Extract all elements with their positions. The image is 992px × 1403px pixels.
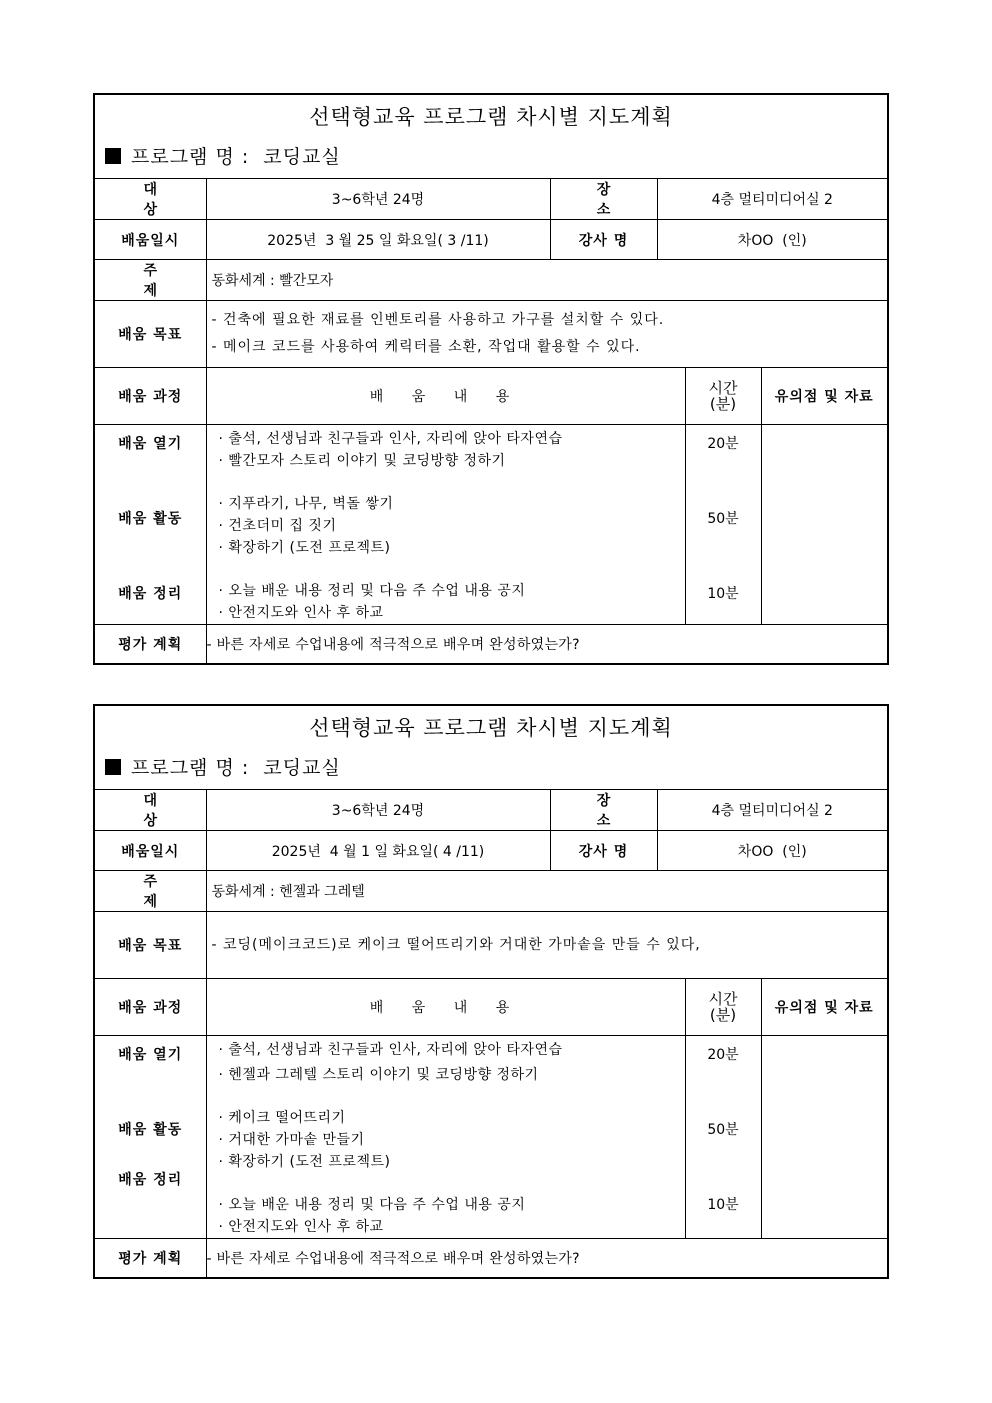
eval-label: 평가 계획 [95,625,206,663]
process-content [206,1036,685,1239]
plan-table [95,179,887,663]
teacher-value: 차OO (인) [657,831,887,871]
goal-item: - 코딩(메이크코드)로 케이크 떨어뜨리기와 거대한 가마솥을 만들 수 있다, [211,936,701,953]
date-row [95,831,887,871]
content-item: · 헨젤과 그레텔 스토리 이야기 및 코딩방향 정하기 [218,1067,539,1083]
program-name: 코딩교실 [263,757,341,779]
content-item: · 건초더미 집 짓기 [218,518,337,534]
target-label: 대 상 [95,790,206,831]
content-item: · 빨간모자 스토리 이야기 및 코딩방향 정하기 [218,453,506,469]
teacher-value: 차OO (인) [657,220,887,260]
target-row [95,179,887,220]
program-name: 코딩교실 [263,146,341,168]
process-content [206,425,685,625]
notes-cell [761,425,887,625]
process-step-labels [95,1036,206,1239]
date-row [95,220,887,260]
goal-label: 배움 목표 [95,912,206,979]
content-item: · 안전지도와 인사 후 하교 [218,605,384,621]
goal-item: - 메이크 코드를 사용하여 케릭터를 소환, 작업대 활용할 수 있다. [211,339,641,355]
content-item: · 거대한 가마솥 만들기 [218,1132,365,1148]
process-times [685,1036,761,1239]
square-bullet-icon [105,759,121,775]
lesson-plan-1 [93,93,889,665]
program-label: 프로그램 명 : [131,757,250,779]
goal-item: - 건축에 필요한 재료를 인벤토리를 사용하고 가구를 설치할 수 있다. [211,312,665,328]
target-value: 3~6학년 24명 [206,179,550,220]
eval-value: - 바른 자세로 수업내용에 적극적으로 배우며 완성하였는가? [206,1239,887,1277]
target-row [95,790,887,831]
notes-cell [761,1036,887,1239]
place-label: 장 소 [550,179,657,220]
notes-header: 유의점 및 자료 [761,368,887,425]
place-value: 4층 멀티미디어실 2 [657,790,887,831]
target-label: 대 상 [95,179,206,220]
teacher-label: 강사 명 [550,220,657,260]
time-value: 50분 [707,1122,739,1138]
eval-row [95,1239,887,1277]
content-item: · 확장하기 (도전 프로젝트) [218,1154,391,1170]
time-header: 시간 (분) [685,368,761,425]
topic-row [95,260,887,301]
process-header-row [95,368,887,425]
square-bullet-icon [105,148,121,164]
time-value: 20분 [707,436,739,452]
topic-label: 주 제 [95,260,206,301]
content-item: · 안전지도와 인사 후 하교 [218,1219,384,1235]
notes-header: 유의점 및 자료 [761,979,887,1036]
goal-list [206,301,887,368]
process-body-row [95,1036,887,1239]
target-value: 3~6학년 24명 [206,790,550,831]
plan-title: 선택형교육 프로그램 차시별 지도계획 [309,105,673,129]
plan-title: 선택형교육 프로그램 차시별 지도계획 [309,716,673,740]
program-name-row [95,139,887,179]
process-times [685,425,761,625]
topic-value: 동화세계 : 헨젤과 그레텔 [206,871,887,912]
process-step-labels [95,425,206,625]
step-label-open: 배움 열기 [118,1047,183,1063]
process-header: 배움 과정 [95,368,206,425]
time-header: 시간 (분) [685,979,761,1036]
time-value: 10분 [707,1197,739,1213]
date-value: 2025년 4 월 1 일 화요일( 4 /11) [206,831,550,871]
date-label: 배움일시 [95,220,206,260]
eval-value: - 바른 자세로 수업내용에 적극적으로 배우며 완성하였는가? [206,625,887,663]
topic-label: 주 제 [95,871,206,912]
time-value: 20분 [707,1047,739,1063]
content-item: · 오늘 배운 내용 정리 및 다음 주 수업 내용 공지 [218,1197,526,1213]
content-header: 배 움 내 용 [206,979,685,1036]
place-label: 장 소 [550,790,657,831]
eval-label: 평가 계획 [95,1239,206,1277]
topic-value: 동화세계 : 빨간모자 [206,260,887,301]
goal-label: 배움 목표 [95,301,206,368]
program-label: 프로그램 명 : [131,146,250,168]
step-label-wrapup: 배움 정리 [118,586,183,602]
goal-list [206,912,887,979]
step-label-wrapup: 배움 정리 [118,1172,183,1188]
process-header: 배움 과정 [95,979,206,1036]
content-header: 배 움 내 용 [206,368,685,425]
goal-row [95,912,887,979]
content-item: · 출석, 선생님과 친구들과 인사, 자리에 앉아 타자연습 [218,1042,563,1058]
time-value: 10분 [707,586,739,602]
content-item: · 지푸라기, 나무, 벽돌 쌓기 [218,496,394,512]
topic-row [95,871,887,912]
plan-table [95,790,887,1277]
content-item: · 케이크 떨어뜨리기 [218,1110,346,1126]
process-body-row [95,425,887,625]
process-header-row [95,979,887,1036]
teacher-label: 강사 명 [550,831,657,871]
step-label-open: 배움 열기 [118,436,183,452]
date-label: 배움일시 [95,831,206,871]
step-label-activity: 배움 활동 [118,511,183,527]
lesson-plan-2 [93,704,889,1279]
step-label-activity: 배움 활동 [118,1122,183,1138]
place-value: 4층 멀티미디어실 2 [657,179,887,220]
content-item: · 출석, 선생님과 친구들과 인사, 자리에 앉아 타자연습 [218,431,563,447]
time-value: 50분 [707,511,739,527]
date-value: 2025년 3 월 25 일 화요일( 3 /11) [206,220,550,260]
program-name-row [95,750,887,790]
goal-row [95,301,887,368]
eval-row [95,625,887,663]
content-item: · 확장하기 (도전 프로젝트) [218,540,391,556]
content-item: · 오늘 배운 내용 정리 및 다음 주 수업 내용 공지 [218,583,526,599]
